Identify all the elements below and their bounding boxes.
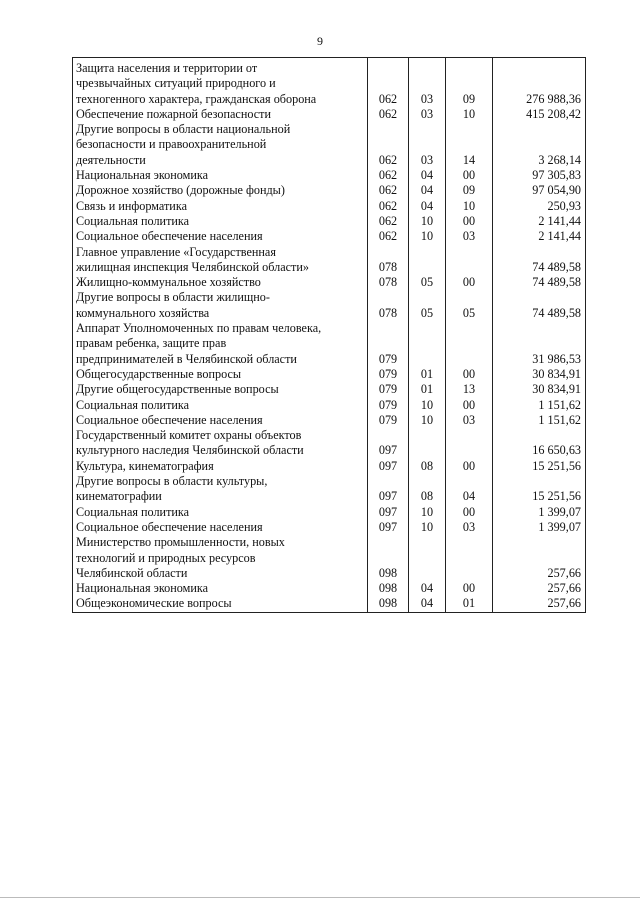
row-name-cell <box>73 229 368 244</box>
amount-cell: 1 151,62 <box>493 398 586 413</box>
table-row <box>73 214 586 229</box>
budget-table <box>72 57 586 613</box>
row-name-line: предпринимателей в Челябинской области <box>76 351 297 366</box>
row-name-line: Социальное обеспечение населения <box>76 412 263 427</box>
row-name-cell <box>73 398 368 413</box>
subsection-cell: 01 <box>446 596 493 612</box>
row-name-line: чрезвычайных ситуаций природного и <box>76 76 276 91</box>
code-cell: 062 <box>368 183 409 198</box>
table-row <box>73 245 586 276</box>
row-name-cell <box>73 58 368 107</box>
subsection-cell: 00 <box>446 398 493 413</box>
row-name-cell <box>73 520 368 535</box>
row-name-cell <box>73 596 368 612</box>
table-row <box>73 581 586 596</box>
table-row <box>73 168 586 183</box>
subsection-cell: 09 <box>446 58 493 107</box>
table-row <box>73 290 586 321</box>
table-row <box>73 321 586 367</box>
section-cell: 04 <box>409 168 446 183</box>
section-cell: 10 <box>409 229 446 244</box>
code-cell: 079 <box>368 382 409 397</box>
section-cell <box>409 245 446 276</box>
row-name-line: Связь и информатика <box>76 198 187 213</box>
table-row <box>73 413 586 428</box>
section-cell: 10 <box>409 214 446 229</box>
row-name-line: Челябинской области <box>76 565 188 580</box>
subsection-cell: 00 <box>446 459 493 474</box>
subsection-cell: 13 <box>446 382 493 397</box>
row-name-cell <box>73 245 368 276</box>
subsection-cell: 10 <box>446 107 493 122</box>
section-cell: 01 <box>409 382 446 397</box>
row-name-line: Социальное обеспечение населения <box>76 519 263 534</box>
subsection-cell: 14 <box>446 122 493 168</box>
row-name-cell <box>73 290 368 321</box>
row-name-line: Культура, кинематография <box>76 458 214 473</box>
subsection-cell <box>446 535 493 581</box>
row-name-line: деятельности <box>76 152 146 167</box>
row-name-line: безопасности и правоохранительной <box>76 137 267 152</box>
subsection-cell <box>446 245 493 276</box>
section-cell: 04 <box>409 199 446 214</box>
subsection-cell: 00 <box>446 275 493 290</box>
row-name-line: Защита населения и территории от <box>76 61 258 75</box>
section-cell: 04 <box>409 596 446 612</box>
row-name-line: Социальная политика <box>76 213 190 228</box>
table-row <box>73 459 586 474</box>
table-row <box>73 275 586 290</box>
row-name-cell <box>73 505 368 520</box>
subsection-cell: 04 <box>446 474 493 505</box>
bottom-rule <box>0 897 640 898</box>
row-name-line: Социальная политика <box>76 504 190 519</box>
amount-cell: 31 986,53 <box>493 321 586 367</box>
row-name-line: Аппарат Уполномоченных по правам человека, <box>76 321 322 336</box>
row-name-line: Социальное обеспечение населения <box>76 229 263 244</box>
row-name-line: Обеспечение пожарной безопасности <box>76 106 272 121</box>
section-cell: 08 <box>409 459 446 474</box>
code-cell: 098 <box>368 596 409 612</box>
row-name-cell <box>73 214 368 229</box>
row-name-cell <box>73 382 368 397</box>
section-cell <box>409 428 446 459</box>
row-name-cell <box>73 183 368 198</box>
section-cell: 05 <box>409 275 446 290</box>
amount-cell: 2 141,44 <box>493 229 586 244</box>
section-cell: 10 <box>409 505 446 520</box>
row-name-cell <box>73 275 368 290</box>
row-name-cell <box>73 107 368 122</box>
table-row <box>73 122 586 168</box>
table-row <box>73 229 586 244</box>
section-cell: 10 <box>409 520 446 535</box>
code-cell: 078 <box>368 275 409 290</box>
section-cell: 03 <box>409 58 446 107</box>
row-name-line: культурного наследия Челябинской области <box>76 443 304 458</box>
code-cell: 079 <box>368 321 409 367</box>
table-row <box>73 398 586 413</box>
row-name-cell <box>73 122 368 168</box>
row-name-line: Главное управление «Государственная <box>76 244 276 259</box>
code-cell: 079 <box>368 413 409 428</box>
row-name-cell <box>73 168 368 183</box>
amount-cell: 415 208,42 <box>493 107 586 122</box>
amount-cell: 1 151,62 <box>493 413 586 428</box>
section-cell: 03 <box>409 107 446 122</box>
row-name-line: Общегосударственные вопросы <box>76 366 242 381</box>
row-name-line: Другие вопросы в области культуры, <box>76 474 268 489</box>
code-cell: 062 <box>368 229 409 244</box>
code-cell: 078 <box>368 290 409 321</box>
amount-cell: 257,66 <box>493 535 586 581</box>
subsection-cell <box>446 321 493 367</box>
section-cell <box>409 321 446 367</box>
budget-table-body <box>73 58 586 613</box>
row-name-line: Другие вопросы в области жилищно- <box>76 290 270 305</box>
table-row <box>73 199 586 214</box>
row-name-line: Национальная экономика <box>76 581 209 596</box>
amount-cell: 15 251,56 <box>493 474 586 505</box>
amount-cell: 276 988,36 <box>493 58 586 107</box>
subsection-cell: 03 <box>446 520 493 535</box>
row-name-cell <box>73 474 368 505</box>
row-name-line: техногенного характера, гражданская оборона <box>76 91 317 106</box>
amount-cell: 1 399,07 <box>493 520 586 535</box>
table-row <box>73 367 586 382</box>
row-name-cell <box>73 199 368 214</box>
table-row <box>73 58 586 107</box>
subsection-cell: 00 <box>446 505 493 520</box>
subsection-cell: 05 <box>446 290 493 321</box>
section-cell: 10 <box>409 413 446 428</box>
subsection-cell: 00 <box>446 367 493 382</box>
code-cell: 097 <box>368 459 409 474</box>
row-name-cell <box>73 459 368 474</box>
code-cell: 097 <box>368 474 409 505</box>
section-cell: 04 <box>409 581 446 596</box>
row-name-line: Другие вопросы в области национальной <box>76 122 291 137</box>
section-cell: 01 <box>409 367 446 382</box>
amount-cell: 3 268,14 <box>493 122 586 168</box>
row-name-cell <box>73 321 368 367</box>
table-row <box>73 535 586 581</box>
code-cell: 098 <box>368 535 409 581</box>
row-name-line: Министерство промышленности, новых <box>76 535 285 550</box>
row-name-cell <box>73 413 368 428</box>
amount-cell: 74 489,58 <box>493 245 586 276</box>
amount-cell: 30 834,91 <box>493 382 586 397</box>
amount-cell: 97 054,90 <box>493 183 586 198</box>
section-cell: 04 <box>409 183 446 198</box>
amount-cell: 257,66 <box>493 596 586 612</box>
row-name-cell <box>73 535 368 581</box>
amount-cell: 16 650,63 <box>493 428 586 459</box>
subsection-cell: 00 <box>446 168 493 183</box>
amount-cell: 74 489,58 <box>493 290 586 321</box>
amount-cell: 1 399,07 <box>493 505 586 520</box>
code-cell: 078 <box>368 245 409 276</box>
code-cell: 097 <box>368 428 409 459</box>
subsection-cell: 00 <box>446 581 493 596</box>
table-row <box>73 596 586 612</box>
row-name-line: кинематографии <box>76 489 162 504</box>
section-cell: 05 <box>409 290 446 321</box>
section-cell: 08 <box>409 474 446 505</box>
code-cell: 062 <box>368 168 409 183</box>
code-cell: 098 <box>368 581 409 596</box>
amount-cell: 250,93 <box>493 199 586 214</box>
code-cell: 062 <box>368 199 409 214</box>
amount-cell: 97 305,83 <box>493 168 586 183</box>
subsection-cell <box>446 428 493 459</box>
subsection-cell: 00 <box>446 214 493 229</box>
code-cell: 062 <box>368 214 409 229</box>
section-cell: 03 <box>409 122 446 168</box>
subsection-cell: 03 <box>446 413 493 428</box>
amount-cell: 15 251,56 <box>493 459 586 474</box>
amount-cell: 30 834,91 <box>493 367 586 382</box>
code-cell: 062 <box>368 107 409 122</box>
table-row <box>73 474 586 505</box>
table-row <box>73 520 586 535</box>
row-name-line: Социальная политика <box>76 397 190 412</box>
row-name-cell <box>73 428 368 459</box>
table-row <box>73 183 586 198</box>
amount-cell: 257,66 <box>493 581 586 596</box>
table-row <box>73 505 586 520</box>
code-cell: 097 <box>368 505 409 520</box>
row-name-line: Государственный комитет охраны объектов <box>76 428 302 443</box>
code-cell: 062 <box>368 58 409 107</box>
code-cell: 062 <box>368 122 409 168</box>
row-name-line: Общеэкономические вопросы <box>76 596 232 611</box>
row-name-cell <box>73 367 368 382</box>
row-name-line: правам ребенка, защите прав <box>76 336 227 351</box>
amount-cell: 2 141,44 <box>493 214 586 229</box>
row-name-line: коммунального хозяйства <box>76 305 210 320</box>
section-cell: 10 <box>409 398 446 413</box>
subsection-cell: 09 <box>446 183 493 198</box>
row-name-line: технологий и природных ресурсов <box>76 550 256 565</box>
page-number: 9 <box>317 34 323 48</box>
table-row <box>73 107 586 122</box>
table-row <box>73 428 586 459</box>
row-name-line: Жилищно-коммунальное хозяйство <box>76 275 261 290</box>
table-row <box>73 382 586 397</box>
code-cell: 079 <box>368 398 409 413</box>
code-cell: 097 <box>368 520 409 535</box>
row-name-line: Другие общегосударственные вопросы <box>76 382 279 397</box>
row-name-cell <box>73 581 368 596</box>
row-name-line: Национальная экономика <box>76 168 209 183</box>
amount-cell: 74 489,58 <box>493 275 586 290</box>
subsection-cell: 03 <box>446 229 493 244</box>
subsection-cell: 10 <box>446 199 493 214</box>
code-cell: 079 <box>368 367 409 382</box>
section-cell <box>409 535 446 581</box>
row-name-line: Дорожное хозяйство (дорожные фонды) <box>76 183 285 198</box>
row-name-line: жилищная инспекция Челябинской области» <box>76 259 309 274</box>
